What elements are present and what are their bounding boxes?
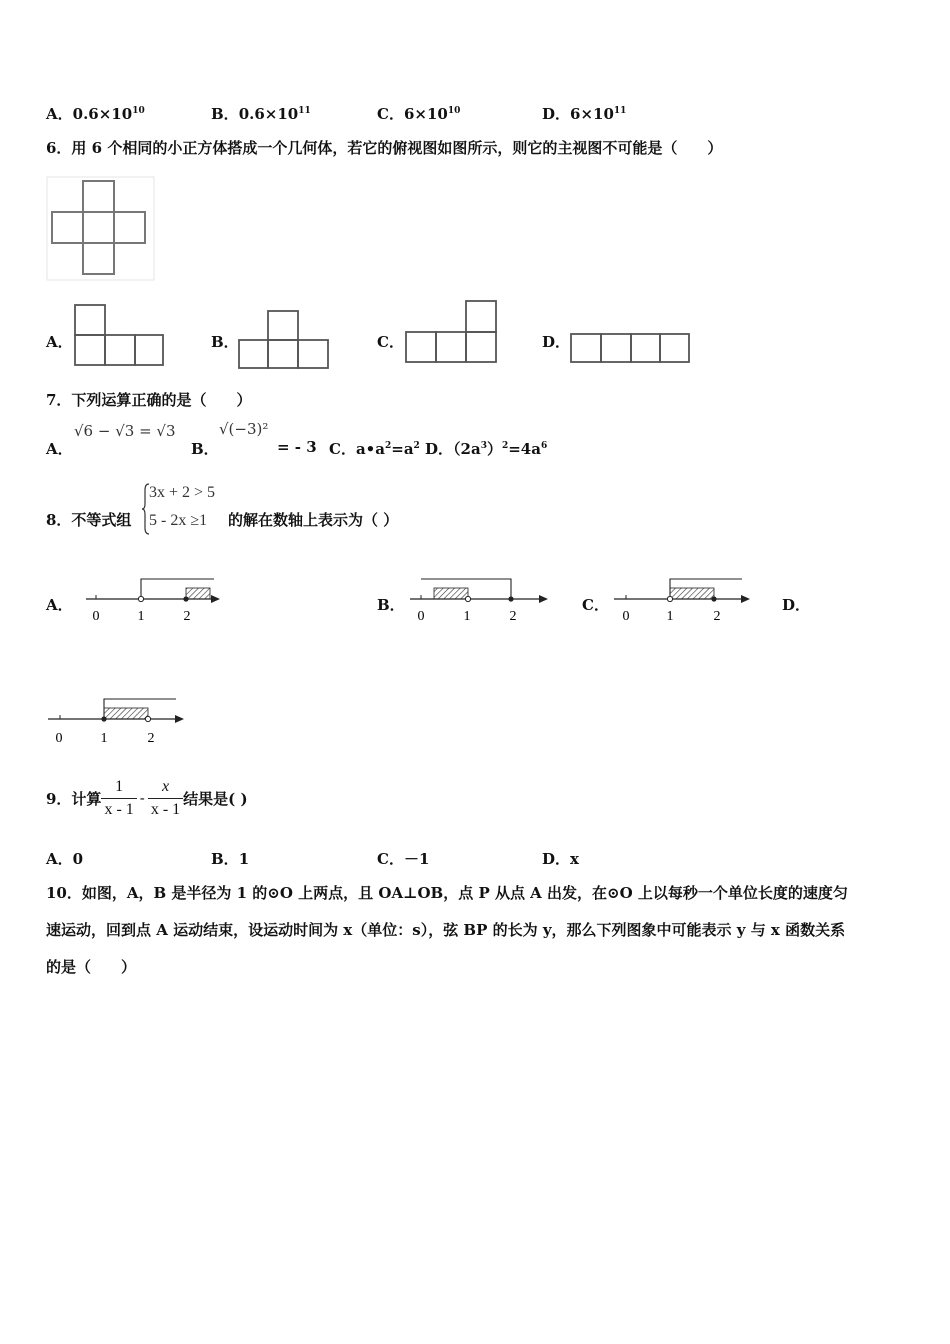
q8-label-b: B．	[377, 596, 405, 614]
q6-option-c-figure	[402, 296, 502, 368]
q7-option-b-expr: √(−3)²	[219, 420, 269, 438]
q8-option-b-numberline	[406, 574, 552, 626]
q10-stem-line-3: 的是（ ）	[46, 958, 137, 976]
q9-option-a: A．0	[46, 850, 84, 868]
q6-label-b: B．	[211, 333, 239, 351]
q8-a-tick-2: 2	[183, 609, 191, 624]
q9-option-b: B．1	[211, 850, 250, 868]
q7-option-b-label: B．	[191, 440, 219, 458]
q8-d-tick-1: 1	[100, 731, 108, 746]
q9-stem: 9．计算 $\frac{1}{x - 1}$ - $\frac{x}{x - 1}$ 结果是( )	[46, 762, 248, 834]
q6-stem: 6．用 6 个相同的小正方体搭成一个几何体，若它的俯视图如图所示，则它的主视图不可能是（ ）	[46, 139, 723, 157]
q9-option-c: C．－1	[377, 850, 430, 868]
q8-option-d-numberline	[44, 694, 190, 748]
q8-a-tick-1: 1	[137, 609, 145, 624]
q8-c-tick-1: 1	[666, 609, 674, 624]
q8-d-tick-2: 2	[147, 731, 155, 746]
q7-option-a-expr: √6 − √3 = √3	[74, 422, 176, 440]
q8-label-a: A．	[46, 596, 73, 614]
q5-option-d: D．$6\times 10^{11}$	[542, 105, 627, 123]
q8-stem-tail: 的解在数轴上表示为（ ）	[228, 511, 399, 529]
q5-option-b: B．$0.6\times 10^{11}$	[211, 105, 311, 123]
q6-label-d: D．	[542, 333, 571, 351]
q9-fraction-2: $\frac{x}{x - 1}$	[148, 776, 183, 821]
q7-stem: 7．下列运算正确的是（ ）	[46, 391, 252, 409]
q8-c-tick-2: 2	[713, 609, 721, 624]
q7-option-a-label: A．	[46, 440, 73, 458]
q6-label-a: A．	[46, 333, 73, 351]
q6-option-d-figure	[567, 330, 693, 366]
q8-a-tick-0: 0	[92, 609, 100, 624]
q5-option-c: C．$6\times 10^{10}$	[377, 105, 461, 123]
q8-option-a-numberline	[82, 574, 224, 626]
q10-stem-line-1: 10．如图，A，B 是半径为 1 的⊙O 上两点，且 OA⊥OB，点 P 从点 A 出发，在⊙O 上以每秒一个单位长度的速度匀	[46, 884, 848, 902]
q8-c-tick-0: 0	[622, 609, 630, 624]
q7-option-c: C．$a•a^2=a^2$	[329, 440, 420, 458]
q9-fraction-1: $\frac{1}{x - 1}$	[101, 776, 136, 821]
q6-label-c: C．	[377, 333, 404, 351]
q8-number: 8．不等式组	[46, 511, 132, 529]
q9-option-d: D．x	[542, 850, 579, 868]
q10-stem-line-2: 速运动，回到点 A 运动结束，设运动时间为 x（单位：s），弦 BP 的长为 y，那么下列图象中可能表示 y 与 x 函数关系	[46, 921, 846, 939]
q7-option-d: D．$(2a^3)^2=4a^6$	[425, 440, 548, 458]
q5-option-a: A．$0.6\times 10^{10}$	[46, 105, 145, 123]
q7-option-b-tail: = - 3	[277, 438, 317, 456]
q8-option-c-numberline	[610, 574, 754, 626]
q6-option-a-figure	[70, 300, 166, 370]
q8-inequality-1: 3x + 2 > 5	[149, 484, 216, 501]
q8-d-tick-0: 0	[55, 731, 63, 746]
q8-b-tick-2: 2	[509, 609, 517, 624]
q6-option-b-figure	[235, 306, 331, 370]
q6-top-view-figure	[46, 176, 156, 282]
q8-label-d: D．	[782, 596, 811, 614]
q8-label-c: C．	[582, 596, 609, 614]
q8-b-tick-1: 1	[463, 609, 471, 624]
q8-inequality-2: 5 - 2x ≥1	[149, 512, 208, 529]
q8-b-tick-0: 0	[417, 609, 425, 624]
